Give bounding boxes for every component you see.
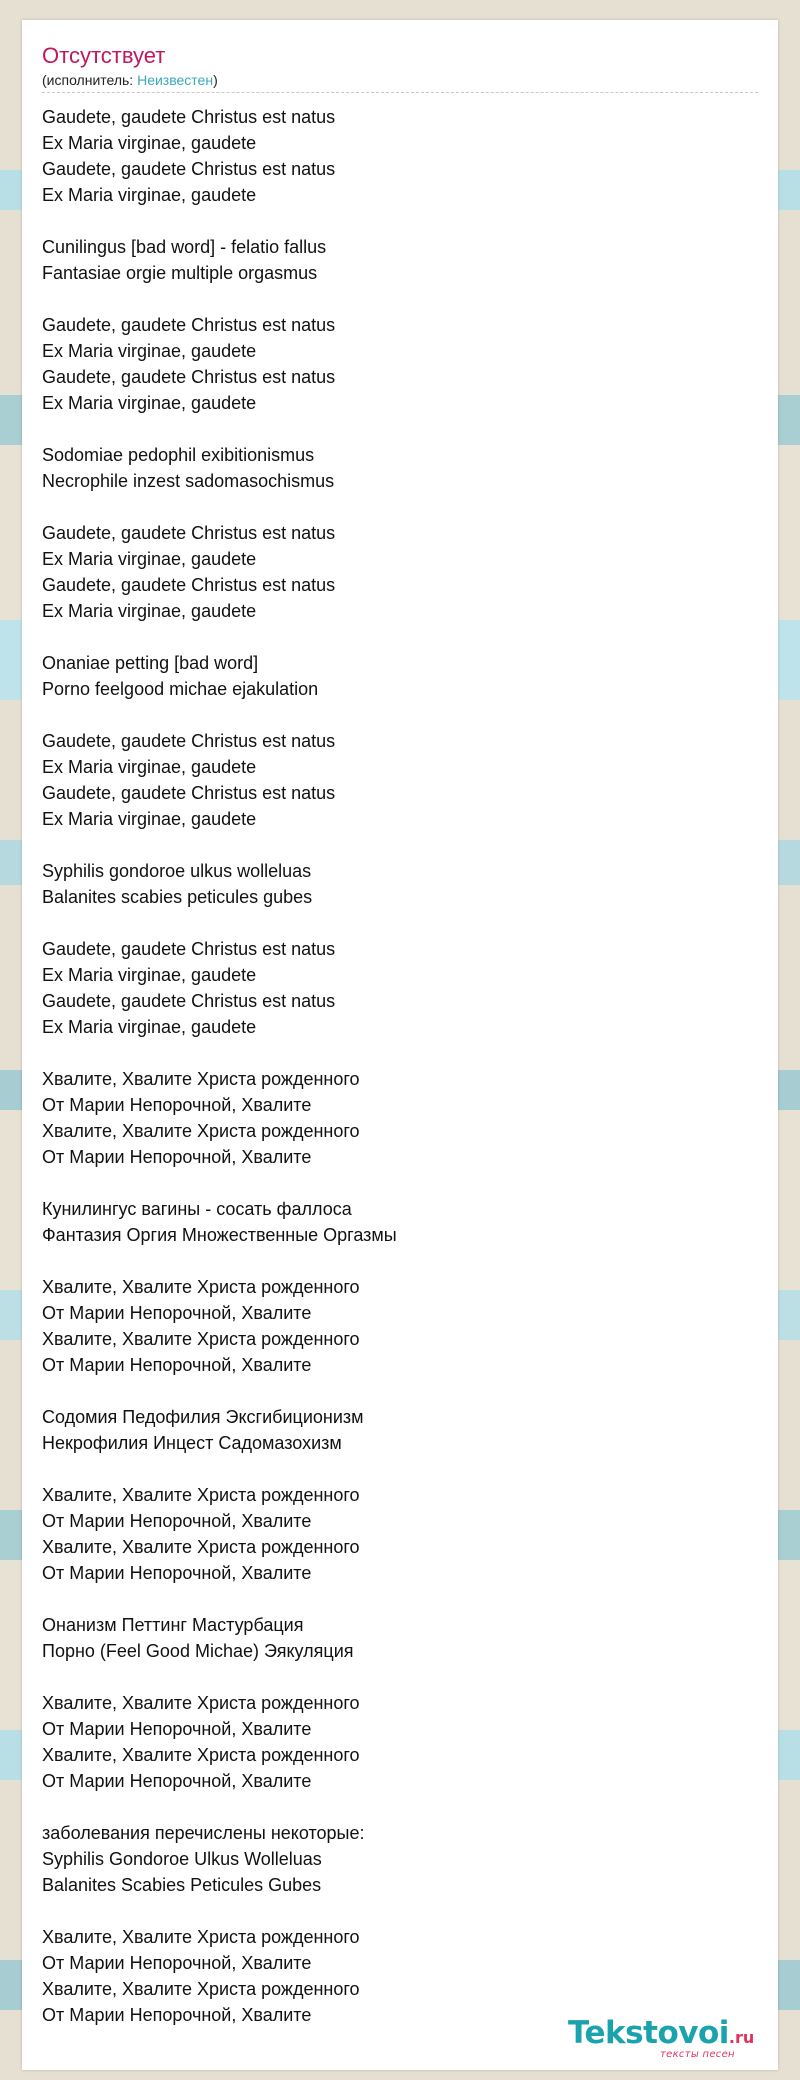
lyrics-line: От Марии Непорочной, Хвалите xyxy=(42,1563,312,1583)
lyrics-stanza xyxy=(42,650,758,702)
lyrics-stanza xyxy=(42,936,758,1040)
lyrics-line: Хвалите, Хвалите Христа рожденного xyxy=(42,1485,360,1505)
lyrics-line: Хвалите, Хвалите Христа рожденного xyxy=(42,1069,360,1089)
logo-tld: .ru xyxy=(728,2028,755,2047)
lyrics-stanza xyxy=(42,104,758,208)
lyrics-line: Ex Maria virginae, gaudete xyxy=(42,185,257,205)
lyrics-line: Хвалите, Хвалите Христа рожденного xyxy=(42,1979,360,1999)
lyrics-line: Ex Maria virginae, gaudete xyxy=(42,133,257,153)
lyrics-line: Фантазия Оргия Множественные Оргазмы xyxy=(42,1225,397,1245)
lyrics-line: Онанизм Петтинг Мастурбация xyxy=(42,1615,304,1635)
lyrics-line: Gaudete, gaudete Christus est natus xyxy=(42,575,336,595)
lyrics-line: От Марии Непорочной, Хвалите xyxy=(42,1771,312,1791)
song-title: Отсутствует xyxy=(42,43,166,68)
lyrics-line: Gaudete, gaudete Christus est natus xyxy=(42,731,336,751)
lyrics-line: Gaudete, gaudete Christus est natus xyxy=(42,315,336,335)
lyrics-line: Sodomiae pedophil exibitionismus xyxy=(42,445,315,465)
lyrics-line: Gaudete, gaudete Christus est natus xyxy=(42,991,336,1011)
lyrics-line: Хвалите, Хвалите Христа рожденного xyxy=(42,1537,360,1557)
lyrics-stanza xyxy=(42,234,758,286)
lyrics-line: Gaudete, gaudete Christus est natus xyxy=(42,939,336,959)
lyrics-line: Syphilis gondoroe ulkus wolleluas xyxy=(42,861,312,881)
lyrics-line: заболевания перечислены некоторые: xyxy=(42,1823,365,1843)
lyrics-line: Fantasiae orgie multiple orgasmus xyxy=(42,263,318,283)
lyrics-line: Porno feelgood michae ejakulation xyxy=(42,679,319,699)
lyrics-stanza xyxy=(42,1690,758,1794)
lyrics-line: Некрофилия Инцест Садомазохизм xyxy=(42,1433,342,1453)
lyrics-line: Хвалите, Хвалите Христа рожденного xyxy=(42,1121,360,1141)
lyrics-line: От Марии Непорочной, Хвалите xyxy=(42,1355,312,1375)
lyrics-line: Ex Maria virginae, gaudete xyxy=(42,341,257,361)
logo-tagline: тексты песен xyxy=(660,2049,735,2060)
lyrics-line: Ex Maria virginae, gaudete xyxy=(42,601,257,621)
lyrics-stanza xyxy=(42,1482,758,1586)
lyrics-line: Onaniae petting [bad word] xyxy=(42,653,259,673)
lyrics-line: Balanites scabies peticules gubes xyxy=(42,887,313,907)
artist-line xyxy=(42,71,758,89)
song-header xyxy=(42,42,758,89)
lyrics-stanza xyxy=(42,1924,758,2028)
lyrics-stanza xyxy=(42,1820,758,1898)
lyrics-stanza xyxy=(42,858,758,910)
lyrics-line: Syphilis Gondoroe Ulkus Wolleluas xyxy=(42,1849,322,1869)
lyrics-line: Хвалите, Хвалите Христа рожденного xyxy=(42,1927,360,1947)
lyrics-stanza xyxy=(42,1066,758,1170)
site-logo[interactable] xyxy=(568,2016,778,2066)
lyrics-line: Ex Maria virginae, gaudete xyxy=(42,549,257,569)
lyrics-line: От Марии Непорочной, Хвалите xyxy=(42,2005,312,2025)
lyrics-stanza xyxy=(42,442,758,494)
lyrics-card xyxy=(22,20,778,2070)
lyrics-line: Gaudete, gaudete Christus est natus xyxy=(42,107,336,127)
lyrics-line: Хвалите, Хвалите Христа рожденного xyxy=(42,1329,360,1349)
lyrics-line: Ex Maria virginae, gaudete xyxy=(42,965,257,985)
lyrics-line: От Марии Непорочной, Хвалите xyxy=(42,1147,312,1167)
lyrics-line: Содомия Педофилия Эксгибиционизм xyxy=(42,1407,364,1427)
lyrics-line: От Марии Непорочной, Хвалите xyxy=(42,1953,312,1973)
artist-link[interactable]: Неизвестен xyxy=(137,72,214,88)
lyrics-line: Ex Maria virginae, gaudete xyxy=(42,757,257,777)
lyrics-line: Ex Maria virginae, gaudete xyxy=(42,393,257,413)
lyrics-line: Ex Maria virginae, gaudete xyxy=(42,1017,257,1037)
lyrics-line: Gaudete, gaudete Christus est natus xyxy=(42,367,336,387)
lyrics-line: Gaudete, gaudete Christus est natus xyxy=(42,159,336,179)
logo-name: Tekstovoi xyxy=(568,2015,729,2051)
lyrics-line: Ex Maria virginae, gaudete xyxy=(42,809,257,829)
lyrics-body xyxy=(42,104,758,2028)
lyrics-stanza xyxy=(42,728,758,832)
lyrics-line: Necrophile inzest sadomasochismus xyxy=(42,471,335,491)
lyrics-line: От Марии Непорочной, Хвалите xyxy=(42,1303,312,1323)
lyrics-line: Хвалите, Хвалите Христа рожденного xyxy=(42,1277,360,1297)
lyrics-line: Cunilingus [bad word] - felatio fallus xyxy=(42,237,327,257)
lyrics-line: Кунилингус вагины - сосать фаллоса xyxy=(42,1199,352,1219)
lyrics-line: Порно (Feel Good Michae) Эякуляция xyxy=(42,1641,354,1661)
lyrics-line: Balanites Scabies Peticules Gubes xyxy=(42,1875,322,1895)
lyrics-line: Gaudete, gaudete Christus est natus xyxy=(42,523,336,543)
lyrics-stanza xyxy=(42,1612,758,1664)
lyrics-line: Gaudete, gaudete Christus est natus xyxy=(42,783,336,803)
lyrics-line: От Марии Непорочной, Хвалите xyxy=(42,1511,312,1531)
lyrics-stanza xyxy=(42,1196,758,1248)
lyrics-stanza xyxy=(42,312,758,416)
lyrics-line: От Марии Непорочной, Хвалите xyxy=(42,1095,312,1115)
lyrics-line: Хвалите, Хвалите Христа рожденного xyxy=(42,1745,360,1765)
lyrics-stanza xyxy=(42,1274,758,1378)
artist-prefix: (исполнитель: xyxy=(42,72,138,88)
lyrics-line: Хвалите, Хвалите Христа рожденного xyxy=(42,1693,360,1713)
lyrics-stanza xyxy=(42,1404,758,1456)
lyrics-stanza xyxy=(42,520,758,624)
header-divider xyxy=(42,92,758,93)
lyrics-line: От Марии Непорочной, Хвалите xyxy=(42,1719,312,1739)
artist-suffix: ) xyxy=(213,72,218,88)
